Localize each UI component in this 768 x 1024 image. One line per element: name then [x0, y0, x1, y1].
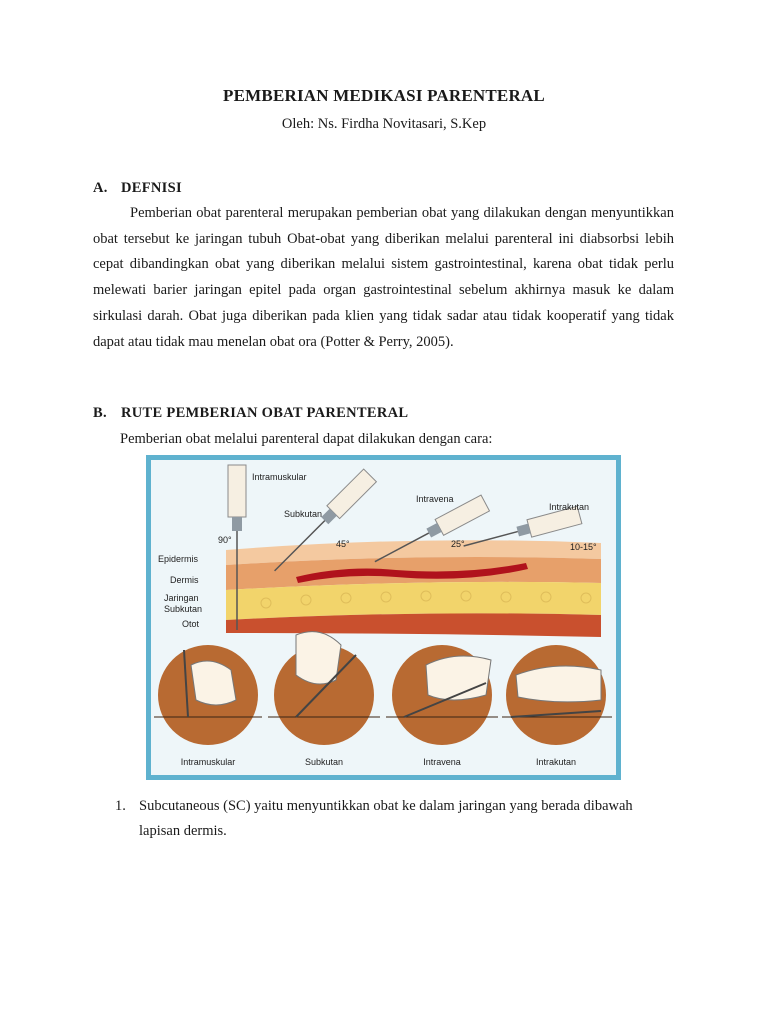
section-b-intro: Pemberian obat melalui parenteral dapat dilakukan dengan cara:	[120, 431, 493, 447]
layer-label-epidermis: Epidermis	[158, 554, 199, 564]
list-item-number: 1.	[115, 798, 126, 814]
document-title: PEMBERIAN MEDIKASI PARENTERAL	[223, 86, 545, 105]
layer-label-otot: Otot	[182, 619, 200, 629]
section-b-number: B.	[93, 405, 107, 421]
route-angle-45: 45°	[336, 539, 350, 549]
section-b-heading	[93, 405, 408, 422]
route-label-subkutan: Subkutan	[284, 509, 323, 519]
layer-label-jaringan: Jaringan	[164, 593, 199, 603]
hand-caption-intramuskular: Intramuskular	[180, 757, 236, 767]
skin-layers	[226, 540, 601, 637]
route-label-intravena: Intravena	[416, 494, 454, 504]
hand-caption-intravena: Intravena	[423, 757, 461, 767]
list-item-text: Subcutaneous (SC) yaitu menyuntikkan obat ke dalam jaringan yang berada dibawah lapisan dermis.	[139, 798, 633, 839]
route-angle-10-15: 10-15°	[570, 542, 597, 552]
injection-routes-figure	[146, 455, 621, 780]
route-angle-25: 25°	[451, 539, 465, 549]
layer-label-subkutan: Subkutan	[164, 604, 203, 614]
section-a-title: DEFNISI	[121, 180, 182, 196]
route-angle-90: 90°	[218, 535, 232, 545]
route-label-intrakutan: Intrakutan	[549, 502, 590, 512]
hand-caption-subkutan: Subkutan	[304, 757, 344, 767]
document-author: Oleh: Ns. Firdha Novitasari, S.Kep	[281, 116, 487, 132]
layer-label-dermis: Dermis	[170, 575, 199, 585]
hand-caption-intrakutan: Intrakutan	[535, 757, 577, 767]
route-label-intramuskular: Intramuskular	[252, 472, 307, 482]
section-b-title: RUTE PEMBERIAN OBAT PARENTERAL	[121, 405, 409, 421]
section-a-number: A.	[93, 180, 108, 196]
section-a-paragraph: Pemberian obat parenteral merupakan pemberian obat yang dilakukan dengan menyuntikkan obat tersebut ke jaringan tubuh Obat-obat yang diberikan melalui parenteral ini diabsorbsi lebih cepat dibandingkan obat yang diberikan melalui sistem gastrointestinal, karena obat tidak perlu melewati barier jaringan epitel pada organ gastrointestinal sebelum akhirnya masuk ke dalam sirkulasi darah. Obat juga diberikan pada klien yang tidak sadar atau tidak kooperatif yang tidak dapat atau tidak mau menelan obat ora (Potter & Perry, 2005).	[93, 205, 674, 350]
section-a-heading	[93, 180, 182, 197]
